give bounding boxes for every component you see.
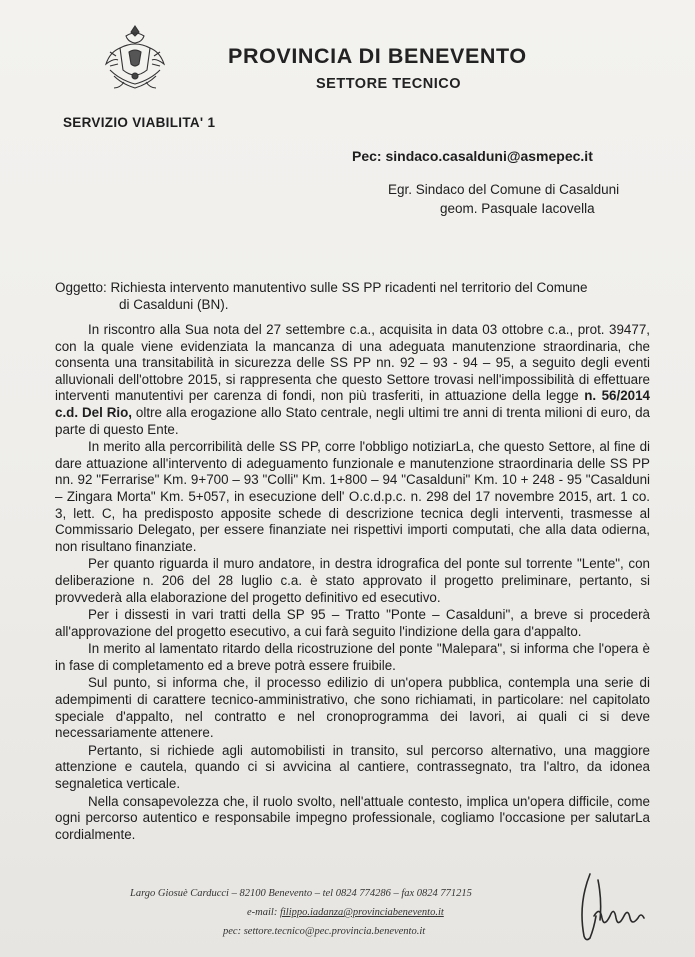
service-heading: SERVIZIO VIABILITA' 1 (63, 115, 216, 130)
paragraph-6: Sul punto, si informa che, il processo edilizio di un'opera pubblica, contempla una serie di adempimenti di carattere tecnico-amministrativo, che sono richiamati, in particolare: nel capitolato speciale d'appalto, nel contratto e nel cronoprogramma dei lavori, ai quali ci si deve necessariamente attenere. (55, 675, 650, 741)
department-subtitle: SETTORE TECNICO (316, 76, 461, 92)
coat-of-arms-icon (96, 18, 174, 96)
pec-address: Pec: sindaco.casalduni@asmepec.it (352, 148, 593, 164)
footer-pec: pec: settore.tecnico@pec.provincia.benevento.it (223, 926, 426, 937)
subject-line-1: Oggetto: Richiesta intervento manutentivo sulle SS PP ricadenti nel territorio del Comune (55, 280, 588, 295)
footer-email-link[interactable]: filippo.iadanza@provinciabenevento.it (279, 907, 444, 918)
footer-contacts (125, 884, 585, 941)
subject-block (55, 279, 645, 313)
paragraph-2: In merito alla percorribilità delle SS PP, corre l'obbligo notiziarLa, che questo Settore, al fine di dare attuazione all'intervento di adeguamento funzionale e manutenzione straordinaria delle SS PP nn. 92 "Ferrarise" Km. 9+700 – 93 "Colli" Km. 1+800 – 94 "Casalduni" Km. 10 + 248 - 95 "Casalduni – Zingara Morta" Km. 5+057, in esecuzione dell' O.c.d.p.c. n. 298 del 17 novembre 2015, art. 1 co. 3, lett. C, ha predisposto apposite schede di descrizione tecnica degli interventi, trasmesse al Commissario Delegato, per essere finanziate nei rispettivi importi computati, che alla data odierna, non risultano finanziate. (55, 439, 650, 554)
paragraph-7: Pertanto, si richiede agli automobilisti in transito, sul percorso alternativo, una maggiore attenzione e cautela, quando ci si avvicina al cantiere, contrassegnato, tra l'altro, da idonea segnaletica verticale. (55, 742, 650, 792)
letter-body (55, 322, 650, 844)
recipient-line-2: geom. Pasquale Iacovella (440, 201, 595, 216)
paragraph-5: In merito al lamentato ritardo della ricostruzione del ponte "Malepara", si informa che l'opera è in fase di completamento ed a breve potrà essere fruibile. (55, 641, 650, 673)
footer-email-line (125, 903, 585, 922)
organization-title: PROVINCIA DI BENEVENTO (228, 44, 527, 68)
footer-email-label: e-mail: (247, 907, 280, 918)
paragraph-1 (55, 322, 650, 438)
paragraph-3: Per quanto riguarda il muro andatore, in destra idrografica del ponte sul torrente "Lente", con deliberazione n. 206 del 28 luglio c.a. è stato approvato il progetto preliminare, pertanto, si provvederà alla elaborazione del progetto definitivo ed esecutivo. (55, 556, 650, 605)
paragraph-4: Per i dissesti in vari tratti della SP 95 – Tratto "Ponte – Casalduni", a breve si procederà all'approvazione del progetto esecutivo, a cui farà seguito l'indizione della gara d'appalto. (55, 607, 650, 639)
paragraph-1-part-a: In riscontro alla Sua nota del 27 settembre c.a., acquisita in data 03 ottobre c.a., prot. 39477, con la quale viene evidenziata la mancanza di una adeguata manutenzione straordinaria, che consenta una transitabilità in sicurezza delle SS PP nn. 92 – 93 - 94 – 95, a seguito degli eventi alluvionali dell'ottobre 2015, si rappresenta che questo Settore trovasi nell'impossibilità di effettuare interventi manutentivi per carenza di fondi, non più trasferiti, in attuazione della legge (55, 322, 650, 404)
recipient-line-1: Egr. Sindaco del Comune di Casalduni (388, 182, 620, 197)
signature-image (568, 868, 678, 948)
law-reference: n. 56/2014 c.d. Del Rio, (55, 388, 650, 420)
recipient-block (388, 180, 619, 218)
paragraph-8: Nella consapevolezza che, il ruolo svolto, nell'attuale contesto, implica un'opera difficile, come ogni percorso autentico e responsabile impegno professionale, cogliamo l'occasione per salutarLa cordialmente. (55, 793, 650, 842)
subject-line-2: di Casalduni (BN). (119, 297, 229, 312)
paragraph-1-part-b: oltre alla erogazione allo Stato centrale, negli ultimi tre anni di trenta milioni di euro, da parte di questo Ente. (55, 404, 650, 437)
footer-address: Largo Giosuè Carducci – 82100 Benevento – tel 0824 774286 – fax 0824 771215 (130, 888, 472, 899)
